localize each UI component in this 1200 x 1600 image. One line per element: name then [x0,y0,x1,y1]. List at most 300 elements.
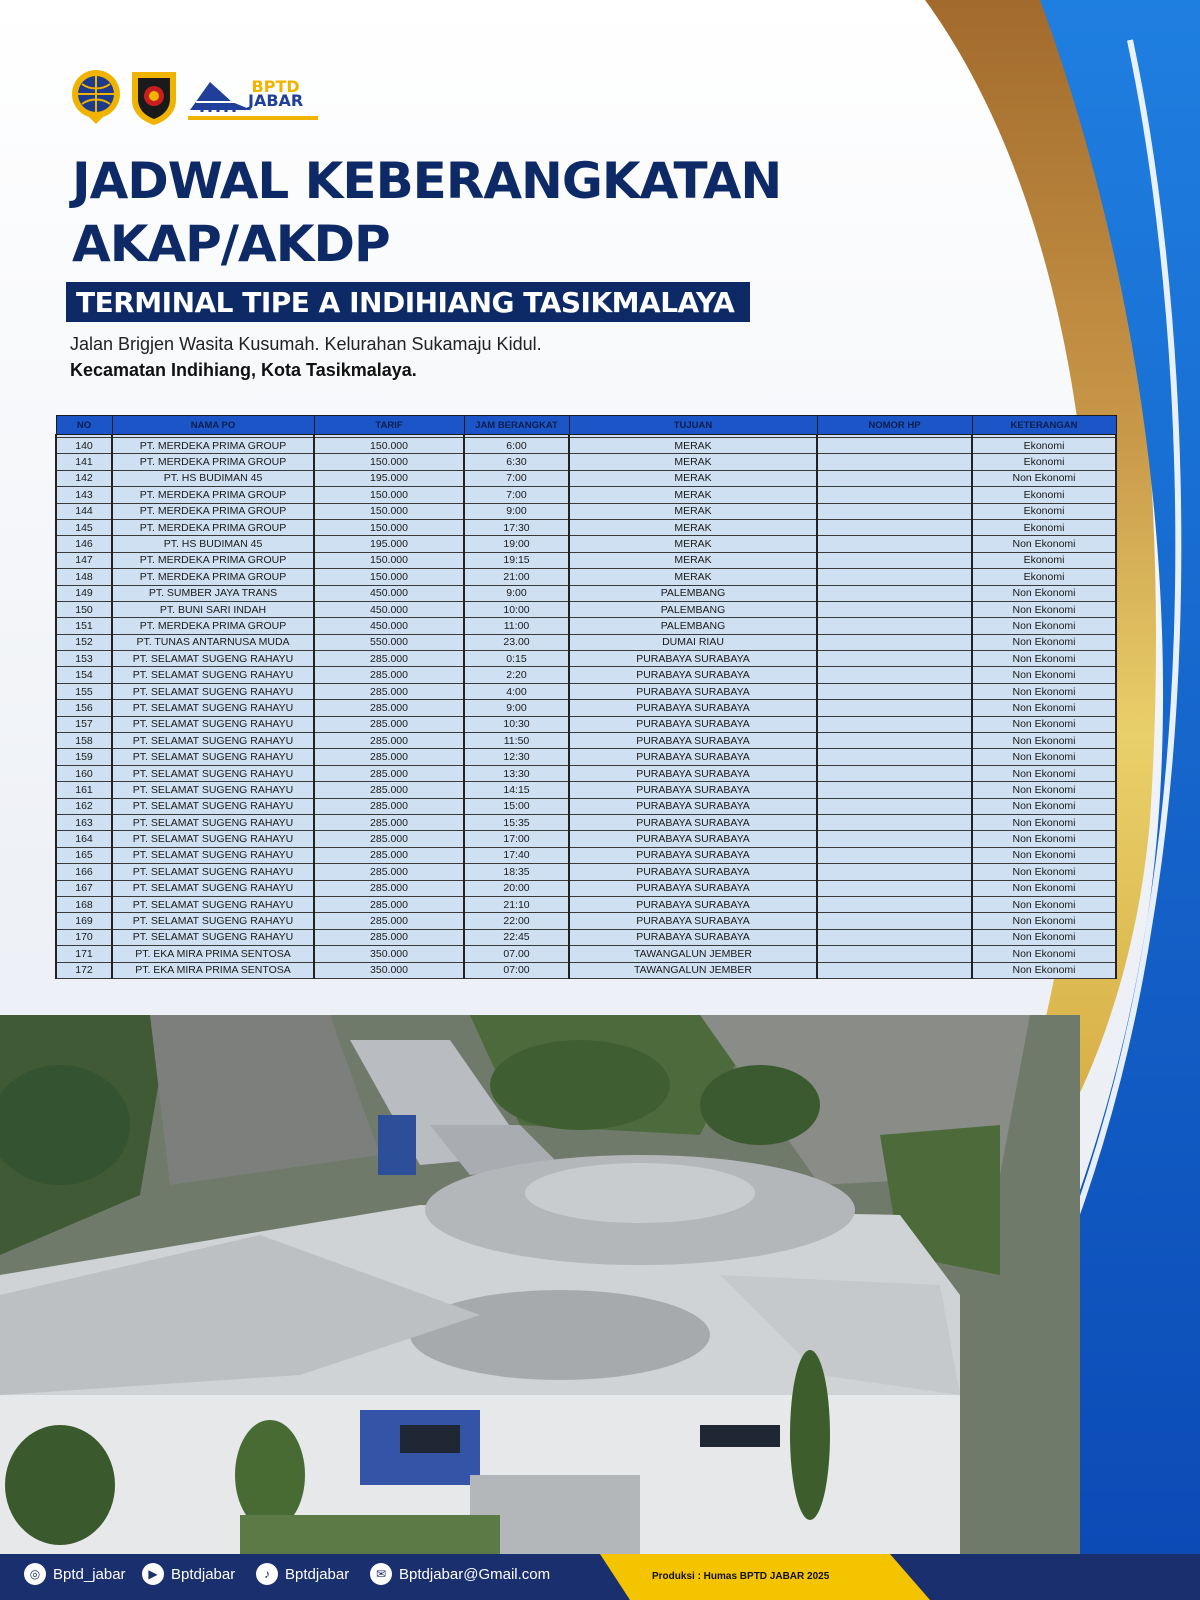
cell-nama-po: PT. SELAMAT SUGENG RAHAYU [112,765,314,781]
cell-keterangan: Non Ekonomi [972,814,1116,830]
cell-nomor-hp [817,814,972,830]
cell-nomor-hp [817,585,972,601]
email-address: Bptdjabar@Gmail.com [399,1565,551,1583]
cell-nomor-hp [817,880,972,896]
cell-keterangan: Non Ekonomi [972,946,1116,962]
cell-tarif: 285.000 [314,913,464,929]
cell-tujuan: PURABAYA SURABAYA [569,700,817,716]
cell-keterangan: Non Ekonomi [972,634,1116,650]
shield-logo-icon [128,66,180,126]
cell-nomor-hp [817,913,972,929]
email-icon: ✉ [370,1563,392,1585]
cell-nama-po: PT. TUNAS ANTARNUSA MUDA [112,634,314,650]
cell-tujuan: PURABAYA SURABAYA [569,864,817,880]
cell-nama-po: PT. EKA MIRA PRIMA SENTOSA [112,962,314,978]
col-header-no: NO [56,416,112,435]
page-title [72,150,781,276]
table-row [56,896,1116,912]
cell-nomor-hp [817,601,972,617]
cell-tarif: 350.000 [314,946,464,962]
cell-keterangan: Non Ekonomi [972,765,1116,781]
cell-jam-berangkat: 9:00 [464,585,569,601]
cell-keterangan: Non Ekonomi [972,847,1116,863]
cell-tujuan: TAWANGALUN JEMBER [569,962,817,978]
cell-tarif: 150.000 [314,503,464,519]
cell-nomor-hp [817,929,972,945]
cell-nomor-hp [817,700,972,716]
col-header-tujuan: TUJUAN [569,416,817,435]
cell-keterangan: Non Ekonomi [972,601,1116,617]
table-row [56,700,1116,716]
table-row [56,519,1116,535]
cell-nama-po: PT. SELAMAT SUGENG RAHAYU [112,798,314,814]
cell-no: 144 [56,503,112,519]
cell-jam-berangkat: 10:30 [464,716,569,732]
cell-tujuan: PURABAYA SURABAYA [569,651,817,667]
cell-no: 148 [56,569,112,585]
cell-tujuan: DUMAI RIAU [569,634,817,650]
cell-nomor-hp [817,896,972,912]
cell-keterangan: Non Ekonomi [972,962,1116,978]
table-row [56,667,1116,683]
cell-nomor-hp [817,847,972,863]
cell-tujuan: PURABAYA SURABAYA [569,847,817,863]
cell-keterangan: Non Ekonomi [972,683,1116,699]
cell-tujuan: MERAK [569,536,817,552]
cell-tujuan: MERAK [569,552,817,568]
table-row [56,634,1116,650]
kemenhub-logo-icon [70,66,122,126]
cell-no: 165 [56,847,112,863]
table-row [56,765,1116,781]
cell-nama-po: PT. SELAMAT SUGENG RAHAYU [112,814,314,830]
title-line-2: AKAP/AKDP [72,215,390,273]
cell-jam-berangkat: 07.00 [464,946,569,962]
cell-tujuan: PURABAYA SURABAYA [569,667,817,683]
cell-tarif: 285.000 [314,782,464,798]
cell-nomor-hp [817,651,972,667]
table-row [56,716,1116,732]
cell-tarif: 285.000 [314,798,464,814]
cell-tarif: 450.000 [314,585,464,601]
cell-tujuan: PALEMBANG [569,585,817,601]
cell-tujuan: MERAK [569,454,817,470]
cell-jam-berangkat: 9:00 [464,700,569,716]
cell-no: 160 [56,765,112,781]
cell-no: 172 [56,962,112,978]
cell-no: 142 [56,470,112,486]
cell-tarif: 450.000 [314,601,464,617]
schedule-table [55,415,1117,979]
cell-nomor-hp [817,864,972,880]
cell-tarif: 285.000 [314,896,464,912]
cell-tarif: 195.000 [314,470,464,486]
cell-nomor-hp [817,831,972,847]
cell-nama-po: PT. SELAMAT SUGENG RAHAYU [112,651,314,667]
table-row [56,536,1116,552]
cell-tarif: 450.000 [314,618,464,634]
cell-no: 171 [56,946,112,962]
cell-tarif: 150.000 [314,438,464,454]
cell-no: 158 [56,733,112,749]
cell-tarif: 550.000 [314,634,464,650]
table-row [56,962,1116,978]
cell-no: 146 [56,536,112,552]
cell-nama-po: PT. SELAMAT SUGENG RAHAYU [112,716,314,732]
email-link[interactable] [370,1563,550,1585]
terminal-aerial-photo [0,1015,1080,1555]
cell-no: 159 [56,749,112,765]
cell-jam-berangkat: 15:00 [464,798,569,814]
cell-nomor-hp [817,782,972,798]
cell-no: 164 [56,831,112,847]
table-row [56,470,1116,486]
col-header-jam-berangkat: JAM BERANGKAT [464,416,569,435]
cell-nama-po: PT. BUNI SARI INDAH [112,601,314,617]
cell-nomor-hp [817,536,972,552]
cell-tarif: 150.000 [314,454,464,470]
cell-nama-po: PT. SELAMAT SUGENG RAHAYU [112,733,314,749]
youtube-link[interactable] [142,1563,235,1585]
table-row [56,946,1116,962]
cell-nomor-hp [817,519,972,535]
cell-jam-berangkat: 22:45 [464,929,569,945]
table-body [56,435,1116,979]
cell-jam-berangkat: 07:00 [464,962,569,978]
cell-no: 162 [56,798,112,814]
cell-tujuan: PURABAYA SURABAYA [569,749,817,765]
instagram-handle: Bptd_jabar [53,1565,126,1583]
cell-jam-berangkat: 11:00 [464,618,569,634]
cell-no: 170 [56,929,112,945]
cell-nama-po: PT. SELAMAT SUGENG RAHAYU [112,667,314,683]
cell-nomor-hp [817,667,972,683]
cell-tujuan: MERAK [569,470,817,486]
cell-tarif: 285.000 [314,864,464,880]
cell-jam-berangkat: 17:40 [464,847,569,863]
cell-jam-berangkat: 13:30 [464,765,569,781]
cell-keterangan: Ekonomi [972,503,1116,519]
cell-keterangan: Non Ekonomi [972,470,1116,486]
cell-keterangan: Non Ekonomi [972,618,1116,634]
cell-tujuan: MERAK [569,487,817,503]
col-header-tarif: TARIF [314,416,464,435]
cell-nama-po: PT. MERDEKA PRIMA GROUP [112,438,314,454]
bptd-brand-bottom: JABAR [248,91,304,111]
cell-jam-berangkat: 22:00 [464,913,569,929]
cell-nomor-hp [817,618,972,634]
cell-tujuan: MERAK [569,503,817,519]
table-row [56,749,1116,765]
cell-tarif: 150.000 [314,519,464,535]
cell-nomor-hp [817,962,972,978]
cell-tujuan: PURABAYA SURABAYA [569,831,817,847]
table-row [56,798,1116,814]
cell-tujuan: PURABAYA SURABAYA [569,765,817,781]
cell-jam-berangkat: 11:50 [464,733,569,749]
table-row [56,438,1116,454]
cell-jam-berangkat: 6:30 [464,454,569,470]
cell-nomor-hp [817,569,972,585]
cell-no: 157 [56,716,112,732]
cell-no: 147 [56,552,112,568]
cell-keterangan: Ekonomi [972,454,1116,470]
cell-nama-po: PT. SELAMAT SUGENG RAHAYU [112,782,314,798]
youtube-icon: ▶ [142,1563,164,1585]
production-credit: Produksi : Humas BPTD JABAR 2025 [652,1571,830,1582]
table-header-row [56,416,1116,435]
cell-keterangan: Non Ekonomi [972,929,1116,945]
address-line-1: Jalan Brigjen Wasita Kusumah. Kelurahan Sukamaju Kidul. [70,334,542,354]
cell-tarif: 285.000 [314,700,464,716]
table-row [56,454,1116,470]
cell-tujuan: TAWANGALUN JEMBER [569,946,817,962]
cell-tarif: 285.000 [314,765,464,781]
cell-tujuan: PURABAYA SURABAYA [569,716,817,732]
cell-jam-berangkat: 20:00 [464,880,569,896]
cell-nama-po: PT. MERDEKA PRIMA GROUP [112,552,314,568]
cell-tujuan: PURABAYA SURABAYA [569,733,817,749]
cell-no: 168 [56,896,112,912]
cell-tujuan: PURABAYA SURABAYA [569,880,817,896]
bptd-brand-top: BPTD [251,77,300,96]
table-row [56,814,1116,830]
cell-jam-berangkat: 15:35 [464,814,569,830]
cell-jam-berangkat: 18:35 [464,864,569,880]
col-header-nama-po: NAMA PO [112,416,314,435]
cell-nama-po: PT. MERDEKA PRIMA GROUP [112,503,314,519]
table-row [56,913,1116,929]
cell-tarif: 285.000 [314,929,464,945]
cell-jam-berangkat: 2:20 [464,667,569,683]
cell-tarif: 285.000 [314,847,464,863]
cell-nama-po: PT. SELAMAT SUGENG RAHAYU [112,929,314,945]
cell-tarif: 195.000 [314,536,464,552]
table-row [56,487,1116,503]
table-row [56,831,1116,847]
cell-nama-po: PT. MERDEKA PRIMA GROUP [112,487,314,503]
cell-nomor-hp [817,683,972,699]
cell-nomor-hp [817,438,972,454]
cell-tujuan: PURABAYA SURABAYA [569,782,817,798]
cell-no: 141 [56,454,112,470]
cell-nama-po: PT. MERDEKA PRIMA GROUP [112,519,314,535]
cell-tujuan: PURABAYA SURABAYA [569,683,817,699]
cell-keterangan: Non Ekonomi [972,536,1116,552]
cell-no: 145 [56,519,112,535]
cell-jam-berangkat: 14:15 [464,782,569,798]
cell-keterangan: Ekonomi [972,569,1116,585]
terminal-name-banner: TERMINAL TIPE A INDIHIANG TASIKMALAYA [66,282,750,322]
cell-jam-berangkat: 0:15 [464,651,569,667]
cell-tarif: 150.000 [314,487,464,503]
cell-nama-po: PT. MERDEKA PRIMA GROUP [112,618,314,634]
cell-no: 156 [56,700,112,716]
youtube-handle: Bptdjabar [171,1565,236,1583]
cell-jam-berangkat: 19:00 [464,536,569,552]
cell-jam-berangkat: 23.00 [464,634,569,650]
cell-keterangan: Non Ekonomi [972,651,1116,667]
cell-tarif: 285.000 [314,880,464,896]
cell-keterangan: Ekonomi [972,487,1116,503]
cell-jam-berangkat: 7:00 [464,487,569,503]
cell-no: 152 [56,634,112,650]
cell-nomor-hp [817,454,972,470]
cell-no: 167 [56,880,112,896]
instagram-icon: ◎ [24,1563,46,1585]
cell-nama-po: PT. HS BUDIMAN 45 [112,470,314,486]
cell-keterangan: Non Ekonomi [972,896,1116,912]
cell-no: 166 [56,864,112,880]
cell-nama-po: PT. SELAMAT SUGENG RAHAYU [112,831,314,847]
title-line-1: JADWAL KEBERANGKATAN [72,152,782,210]
cell-tarif: 150.000 [314,569,464,585]
cell-tujuan: MERAK [569,438,817,454]
instagram-link[interactable] [24,1563,126,1585]
cell-tujuan: MERAK [569,519,817,535]
cell-nomor-hp [817,749,972,765]
cell-no: 154 [56,667,112,683]
cell-nama-po: PT. SELAMAT SUGENG RAHAYU [112,847,314,863]
bptd-brand-text [248,77,304,111]
cell-nomor-hp [817,716,972,732]
table-row [56,503,1116,519]
cell-no: 143 [56,487,112,503]
col-header-nomor-hp: NOMOR HP [817,416,972,435]
table-row [56,618,1116,634]
cell-jam-berangkat: 17:30 [464,519,569,535]
cell-nama-po: PT. MERDEKA PRIMA GROUP [112,454,314,470]
table-row [56,651,1116,667]
table-row [56,683,1116,699]
cell-nomor-hp [817,470,972,486]
cell-jam-berangkat: 17:00 [464,831,569,847]
cell-nomor-hp [817,487,972,503]
cell-no: 149 [56,585,112,601]
cell-keterangan: Non Ekonomi [972,880,1116,896]
table-row [56,601,1116,617]
cell-tujuan: PURABAYA SURABAYA [569,798,817,814]
cell-jam-berangkat: 6:00 [464,438,569,454]
cell-tarif: 285.000 [314,749,464,765]
cell-tujuan: PURABAYA SURABAYA [569,896,817,912]
cell-nama-po: PT. HS BUDIMAN 45 [112,536,314,552]
cell-nama-po: PT. SELAMAT SUGENG RAHAYU [112,683,314,699]
cell-tarif: 285.000 [314,683,464,699]
cell-nama-po: PT. SELAMAT SUGENG RAHAYU [112,864,314,880]
cell-jam-berangkat: 4:00 [464,683,569,699]
cell-no: 153 [56,651,112,667]
cell-jam-berangkat: 21:10 [464,896,569,912]
tiktok-link[interactable] [256,1563,349,1585]
cell-nama-po: PT. MERDEKA PRIMA GROUP [112,569,314,585]
address-line-2: Kecamatan Indihiang, Kota Tasikmalaya. [70,360,417,380]
cell-nomor-hp [817,733,972,749]
cell-nomor-hp [817,634,972,650]
table-row [56,782,1116,798]
cell-jam-berangkat: 10:00 [464,601,569,617]
cell-nomor-hp [817,765,972,781]
cell-no: 140 [56,438,112,454]
cell-keterangan: Non Ekonomi [972,700,1116,716]
cell-tujuan: PURABAYA SURABAYA [569,814,817,830]
cell-tarif: 285.000 [314,814,464,830]
cell-nama-po: PT. SELAMAT SUGENG RAHAYU [112,896,314,912]
tiktok-icon: ♪ [256,1563,278,1585]
table-row [56,552,1116,568]
cell-no: 161 [56,782,112,798]
cell-tujuan: PURABAYA SURABAYA [569,929,817,945]
table-row [56,733,1116,749]
table-row [56,864,1116,880]
cell-no: 150 [56,601,112,617]
cell-nomor-hp [817,798,972,814]
cell-keterangan: Ekonomi [972,552,1116,568]
cell-keterangan: Non Ekonomi [972,749,1116,765]
cell-nama-po: PT. SELAMAT SUGENG RAHAYU [112,700,314,716]
cell-nama-po: PT. EKA MIRA PRIMA SENTOSA [112,946,314,962]
cell-jam-berangkat: 12:30 [464,749,569,765]
cell-nomor-hp [817,503,972,519]
cell-keterangan: Non Ekonomi [972,667,1116,683]
cell-nama-po: PT. SELAMAT SUGENG RAHAYU [112,880,314,896]
cell-nomor-hp [817,552,972,568]
cell-tujuan: PALEMBANG [569,618,817,634]
cell-keterangan: Non Ekonomi [972,798,1116,814]
cell-nama-po: PT. SUMBER JAYA TRANS [112,585,314,601]
cell-no: 163 [56,814,112,830]
cell-tarif: 285.000 [314,667,464,683]
cell-keterangan: Non Ekonomi [972,782,1116,798]
cell-tujuan: PALEMBANG [569,601,817,617]
cell-keterangan: Non Ekonomi [972,585,1116,601]
cell-jam-berangkat: 7:00 [464,470,569,486]
tiktok-handle: Bptdjabar [285,1565,350,1583]
table-row [56,929,1116,945]
cell-tarif: 285.000 [314,716,464,732]
cell-keterangan: Non Ekonomi [972,716,1116,732]
cell-tujuan: PURABAYA SURABAYA [569,913,817,929]
cell-keterangan: Non Ekonomi [972,864,1116,880]
cell-keterangan: Non Ekonomi [972,733,1116,749]
cell-tarif: 285.000 [314,651,464,667]
cell-nomor-hp [817,946,972,962]
cell-tarif: 285.000 [314,733,464,749]
cell-keterangan: Non Ekonomi [972,831,1116,847]
cell-jam-berangkat: 9:00 [464,503,569,519]
cell-keterangan: Ekonomi [972,519,1116,535]
cell-tarif: 285.000 [314,831,464,847]
cell-tarif: 150.000 [314,552,464,568]
col-header-keterangan: KETERANGAN [972,416,1116,435]
table-row [56,569,1116,585]
table-header [56,416,1116,435]
cell-no: 151 [56,618,112,634]
cell-tarif: 350.000 [314,962,464,978]
cell-tujuan: MERAK [569,569,817,585]
table-row [56,880,1116,896]
cell-no: 169 [56,913,112,929]
cell-nama-po: PT. SELAMAT SUGENG RAHAYU [112,913,314,929]
table-row [56,585,1116,601]
cell-keterangan: Ekonomi [972,438,1116,454]
cell-keterangan: Non Ekonomi [972,913,1116,929]
table-row [56,847,1116,863]
cell-nama-po: PT. SELAMAT SUGENG RAHAYU [112,749,314,765]
cell-jam-berangkat: 19:15 [464,552,569,568]
schedule-table-container [55,415,1115,979]
cell-no: 155 [56,683,112,699]
